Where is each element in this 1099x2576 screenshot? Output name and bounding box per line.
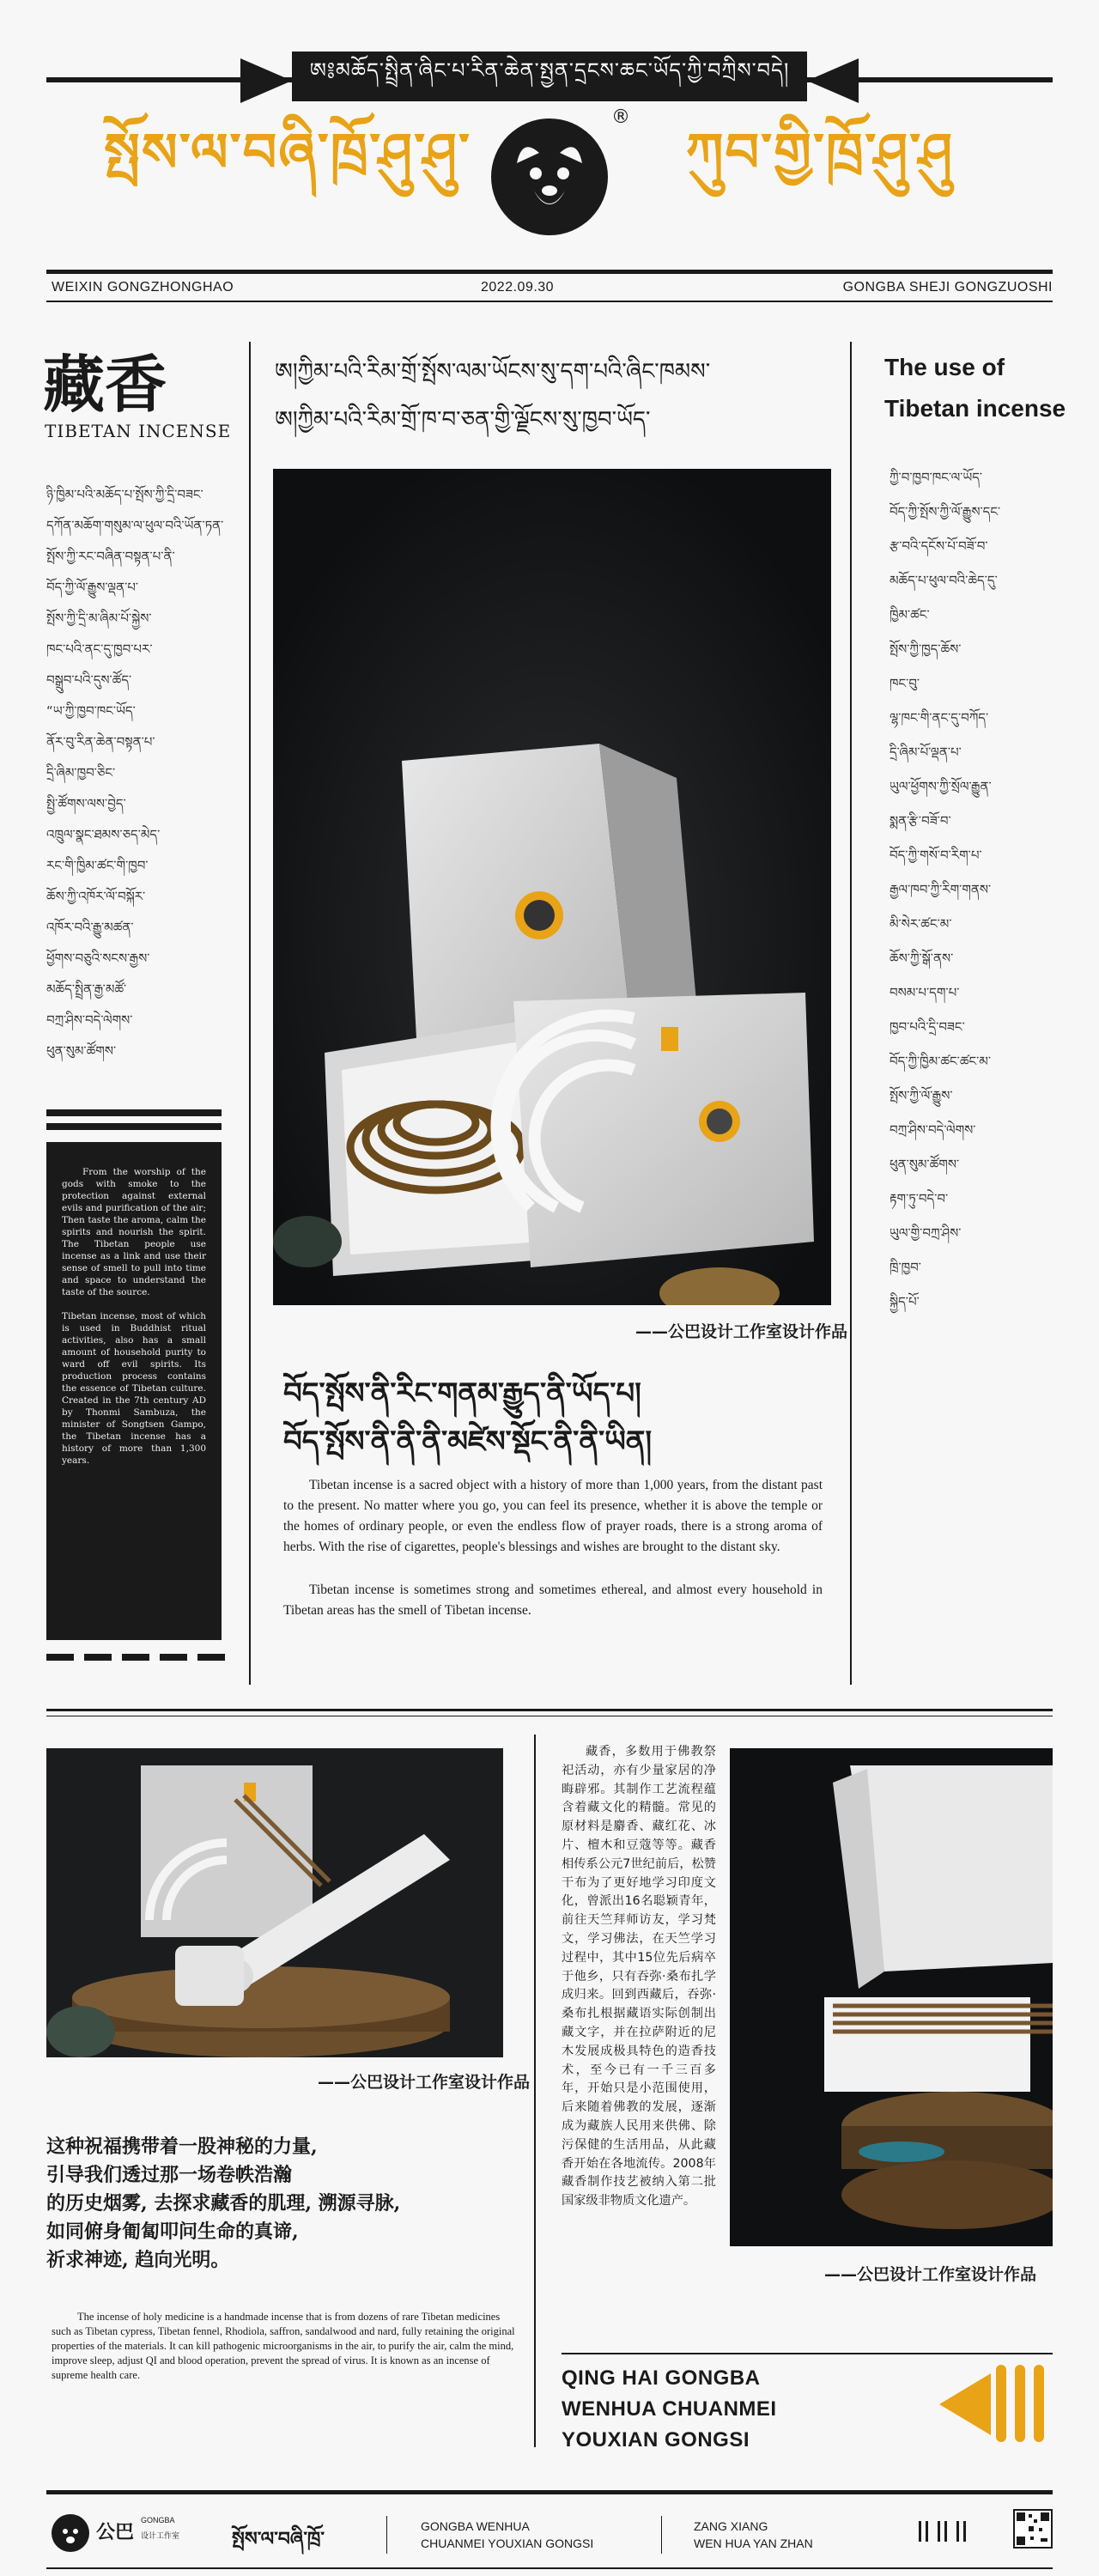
photo-left [46,1748,503,2057]
box-rule-top [46,1109,222,1116]
tibetan-heading-2: བོད་སྤོས་ནི་ནི་ནི་མཛེས་སྡོང་ནི་ནི་ཡིན། [283,1425,653,1459]
qr-code-icon [1013,2509,1053,2549]
left-script-line: བཀྲ་ཤིས་བདེ་ལེགས་ [46,1012,133,1028]
holy-medicine-para: The incense of holy medicine is a handmade incense that is from dozens of rare Tibetan medicines such as Tibetan cypress, Tibetan fennel, Rhodiola, saffron, sandalwood and nard, fully retaining the original properties of the materials. It can kill pathogenic microorganisms in the air, to purify the air, calm the mind, improve sleep, adjust QI and blood operation, prevent the spread of virus. It is known as an incense of supreme health care. [52,2311,515,2381]
title-en: TIBETAN INCENSE [45,421,232,441]
right-script-line: ལྷ་ཁང་གི་ནང་དུ་བཀོད་ [890,710,989,726]
intro-box-para-2: Tibetan incense, most of which is used in Buddhist ritual activities, also has a small amount of household purity to ward off evil spirits. Its production process contains the essence of Tibetan culture. Created in the 7th century AD by Thonmi Sambuza, the minister of Songtsen Gampo, the Tibetan incense has a history of more than 1,300 years. [62,1311,206,1466]
right-script-line: མཆོད་པ་ཕུལ་བའི་ཆེད་དུ་ [890,573,998,588]
right-script-line: ཁྱིམ་ཚང་ [890,607,930,623]
caption-left: ——公巴设计工作室设计作品 [318,2073,531,2092]
banner-ribbon-right [807,58,859,103]
footer-bar-icon-6 [963,2521,966,2542]
right-script-line: བོད་ཀྱི་གསོ་བ་རིག་པ་ [890,848,982,863]
right-script-line: ཁྲི་ཁྱབ་ [890,1260,921,1275]
box-dash [160,1654,187,1661]
registered-mark: ® [611,106,630,128]
footer-tibetan-name: སྤོས་ལ་བཞི་ཁྲོ་ [232,2529,325,2550]
hero-caption: ——公巴设计工作室设计作品 [635,1322,848,1341]
cn-column [562,1743,716,2211]
title-left: སྤོས་ལ་བཞི་ཁྲོ་ཤུ་ཤུ་ [104,120,471,184]
footer-company [421,2518,593,2552]
left-script-line: མཆོད་སྤྲིན་རྒྱ་མཚོ་ [46,981,127,997]
right-script-line: རྟག་ཏུ་བདེ་བ་ [890,1191,949,1206]
cn-poem [46,2133,527,2275]
meta-left: WEIXIN GONGZHONGHAO [52,280,234,295]
footer-bar-icon-4 [944,2521,947,2542]
header-rule-top [46,270,1053,274]
right-script-line: རྒྱལ་ཁབ་ཀྱི་རིག་གནས་ [890,882,992,897]
cn-poem-line: 这种祝福携带着一股神秘的力量, [46,2136,318,2158]
right-script-line: ཁང་བུ་ [890,676,920,691]
left-script-line: སྤྱི་ཚོགས་ལས་བྱེད་ [46,796,126,811]
left-script-line: འཁྲུལ་སྣང་ཐམས་ཅད་མེད་ [46,827,161,842]
section-rule [46,1709,1053,1711]
cn-poem-line: 的历史烟雾, 去探求藏香的肌理, 溯源寻脉, [46,2192,401,2215]
left-script-line: “ཡ་ཀྱི་ཁྱབ་ཁང་ཡོད་ [46,703,136,719]
cn-poem-line: 如同俯身匍匐叩问生命的真谛, [46,2221,299,2243]
footer-rule-bottom [46,2567,1053,2569]
left-script-line: རང་གི་ཁྱིམ་ཚང་གི་ཁྱབ་ [46,858,149,873]
bar-icon-2 [1015,2365,1025,2442]
footer-brand-sub: 设计工作室 [141,2532,180,2541]
right-script-line: དྲི་ཞིམ་པོ་ལྡན་པ་ [890,744,962,760]
divider-left [249,342,251,1685]
left-script-line: ཕྱོགས་བཅུའི་སངས་རྒྱས་ [46,951,150,966]
cn-column-text: 藏香，多数用于佛教祭祀活动，亦有少量家居的净晦辟邪。其制作工艺流程蕴含着藏文化的精髓。常见的原材料是麝香、藏红花、冰片、檀木和豆蔻等等。藏香相传系公元7世纪前后，松赞干布为了更好地学习印度文化，曾派出16名聪颖青年，前往天竺拜师访友，学习梵文，学习佛法，在天竺学习过程中，其中15位先后病卒于他乡，只有吞弥·桑布扎学成归来。回到西藏后，吞弥·桑布扎根据藏语实际创制出藏文字，并在拉萨附近的尼木发展成极具特色的造香技术，至今已有一千三百多年，开始只是小范围使用，后来随着佛教的发展，逐渐成为藏族人民用来供佛、除污保健的生活用品，从此藏香开始在各地流传。2008年藏香制作技艺被纳入第二批国家级非物质文化遗产。 [562,1745,716,2208]
footer-divider-2 [661,2516,662,2554]
hero-photo [273,469,831,1305]
left-script-line: འཁོར་བའི་རྒྱུ་མཚན་ [46,920,134,935]
cn-poem-line: 引导我们透过那一场卷帙浩瀚 [46,2164,293,2186]
left-script-line: ཕུན་སུམ་ཚོགས་ [46,1043,117,1059]
incense-tube-illustration [46,1748,503,2057]
footer-bar-icon-2 [926,2521,928,2542]
left-script-line: སྤོས་ཀྱི་དྲི་མ་ཞིམ་པོ་སྐྱེས་ [46,611,152,626]
right-script-line: ཁྱབ་པའི་དྲི་བཟང་ [890,1019,965,1035]
center-script-header-2: ཨ།ཀྱིམ་པའི་རིམ་གྲོ་ཁ་བ་ཅན་གྱི་ལྗོངས་སུ་ཁྱབ་ཡོད་ [275,407,651,433]
holy-medicine-text [52,2310,515,2383]
box-dash [122,1654,149,1661]
center-para-2: Tibetan incense is sometimes strong and sometimes ethereal, and almost every household in Tibetan areas has the smell of Tibetan incense. [283,1583,823,1618]
right-script-line: རྩ་བའི་དངོས་པོ་བཟོ་བ་ [890,538,988,554]
company-line: YOUXIAN GONGSI [562,2428,750,2451]
logo [491,118,608,235]
company-name [562,2363,836,2456]
right-title-line-1: The use of [884,354,1005,380]
banner-text: ཨ༔མཆོད་སྤྲིན་ཞིང་པ་རིན་ཆེན་སྤྱན་དྲངས་ཆང་ཡོད་ཀྱི་བཀྲིས་བདེ། [309,58,790,82]
meta-date: 2022.09.30 [481,280,555,295]
right-script-line: སྤོས་ཀྱི་ལོ་རྒྱུས་ [890,1088,953,1103]
left-script-line: བོད་ཀྱི་ལོ་རྒྱུས་ལྡན་པ་ [46,580,138,595]
right-script-line: སྐྱིད་པོ་ [890,1294,920,1309]
arrow-left-icon [939,2373,991,2435]
divider-right [850,342,852,1685]
box-dash [197,1654,225,1661]
intro-box [46,1142,222,1640]
footer-dog-icon [52,2514,89,2552]
right-title [884,347,1066,429]
footer-zang [694,2518,813,2552]
incense-box-illustration [273,469,831,1305]
bar-icon-3 [1034,2365,1044,2442]
meta-right: GONGBA SHEJI GONGZUOSHI [842,280,1053,295]
company-line: WENHUA CHUANMEI [562,2397,777,2421]
box-dash [46,1654,74,1661]
right-script-line: ཡུལ་ཕྱོགས་ཀྱི་སྲོལ་རྒྱུན་ [890,779,992,794]
company-rule [562,2353,1053,2354]
center-script-header-1: ཨ།ཀྱིམ་པའི་རིམ་གྲོ་སྤོས་ལམ་ཡོངས་སུ་དག་པའི་ཞིང་ཁམས་ [275,359,711,385]
right-script-line: སྨན་རྩི་བཟོ་བ་ [890,813,951,829]
caption-right: ——公巴设计工作室设计作品 [824,2265,1037,2284]
left-script-line: དཀོན་མཆོག་གསུམ་ལ་ཕུལ་བའི་ཡོན་ཏན་ [46,518,224,533]
left-script-line: བསྒྲུབ་པའི་དུས་ཚོད་ [46,672,132,688]
footer-bar-icon-5 [956,2521,959,2542]
right-script-line: ཀྱི་བ་ཁྱབ་ཁང་ལ་ཡོད་ [890,470,983,485]
footer-bar-icon-1 [919,2521,921,2542]
footer-bar-icon-3 [938,2521,940,2542]
left-script-line: དྲི་ཞིམ་ཁྱབ་ཅིང་ [46,765,116,781]
banner-ribbon-left [240,58,292,103]
intro-box-para-1: From the worship of the gods with smoke to the protection against external evils and purification of the air; Then taste the aroma, calm the spirits and nourish the spirit. The Tibetan people use incense as a link and use their sense of smell to pull into time and space to understand the taste of the source. [62,1167,206,1297]
banner-bar [292,52,807,101]
bar-icon-1 [996,2365,1006,2442]
photo-right [730,1748,1053,2246]
right-script-line: ཕུན་སུམ་ཚོགས་ [890,1157,960,1172]
dog-logo-icon [491,118,608,235]
footer-brand-small: GONGBA [141,2516,175,2524]
center-para-1: Tibetan incense is a sacred object with a history of more than 1,000 years, from the distant past to the present. No matter where you go, you can feel its presence, whether it is above the temple or the homes of ordinary people, or even the endless flow of prayer roads, there is a strong aroma of herbs. With the rise of cigarettes, people's blessings and wishes are brought to the distant sky. [283,1478,823,1554]
left-script-line: ནོར་བུ་རིན་ཆེན་བསྟན་པ་ [46,734,155,750]
right-script-line: ཡུལ་གྱི་བཀྲ་ཤིས་ [890,1225,962,1241]
tibetan-heading-1: བོད་སྤོས་ནི་རིང་གནམ་རྒྱུད་ནི་ཡོད་པ། [283,1376,641,1411]
right-script-line: སྤོས་ཀྱི་ཁྱད་ཆོས་ [890,641,962,657]
lower-divider [534,1735,536,2447]
right-script-line: བཀྲ་ཤིས་བདེ་ལེགས་ [890,1122,976,1138]
title-cn: 藏香 [43,348,167,421]
incense-stand-illustration [730,1748,1053,2246]
left-script-line: ཆོས་ཀྱི་འཁོར་ལོ་བསྐོར་ [46,889,146,904]
right-script-line: མི་སེར་ཚང་མ་ [890,916,952,932]
footer-brand-logo: 公巴 [96,2522,135,2543]
right-title-line-2: Tibetan incense [884,395,1066,422]
cn-poem-line: 祈求神迹, 趋向光明。 [46,2249,230,2271]
footer-zang-2: WEN HUA YAN ZHAN [694,2537,813,2550]
center-body [283,1475,823,1621]
header-rule-bottom [46,301,1053,302]
right-script-line: བོད་ཀྱི་ཁྱིམ་ཚང་ཚང་མ་ [890,1054,991,1069]
right-script-line: བོད་ཀྱི་སྤོས་ཀྱི་ལོ་རྒྱུས་དང་ [890,504,1001,519]
left-script-line: ཁང་པའི་ནང་དུ་ཁྱབ་པར་ [46,641,153,657]
footer-zang-1: ZANG XIANG [694,2519,768,2533]
footer-company-1: GONGBA WENHUA [421,2519,530,2533]
right-script-line: ཆོས་ཀྱི་སྒོ་ནས་ [890,951,954,966]
right-script-line: བསམ་པ་དག་པ་ [890,985,960,1000]
box-dash [84,1654,112,1661]
left-script-line: ཉི་ཁྱིམ་པའི་མཆོད་པ་སྤོས་ཀྱི་དྲི་བཟང་ [46,487,203,502]
box-rule-top-2 [46,1123,222,1130]
title-right: ཀུབ་གྱི་ཁྲོ་ཤུ་ཤུ [685,120,955,184]
footer-rule [46,2490,1053,2494]
footer-company-2: CHUANMEI YOUXIAN GONGSI [421,2537,594,2550]
footer-divider-1 [386,2516,387,2554]
left-script-line: སྤོས་ཀྱི་རང་བཞིན་བསྟན་པ་ནི་ [46,549,175,564]
company-line: QING HAI GONGBA [562,2366,761,2390]
